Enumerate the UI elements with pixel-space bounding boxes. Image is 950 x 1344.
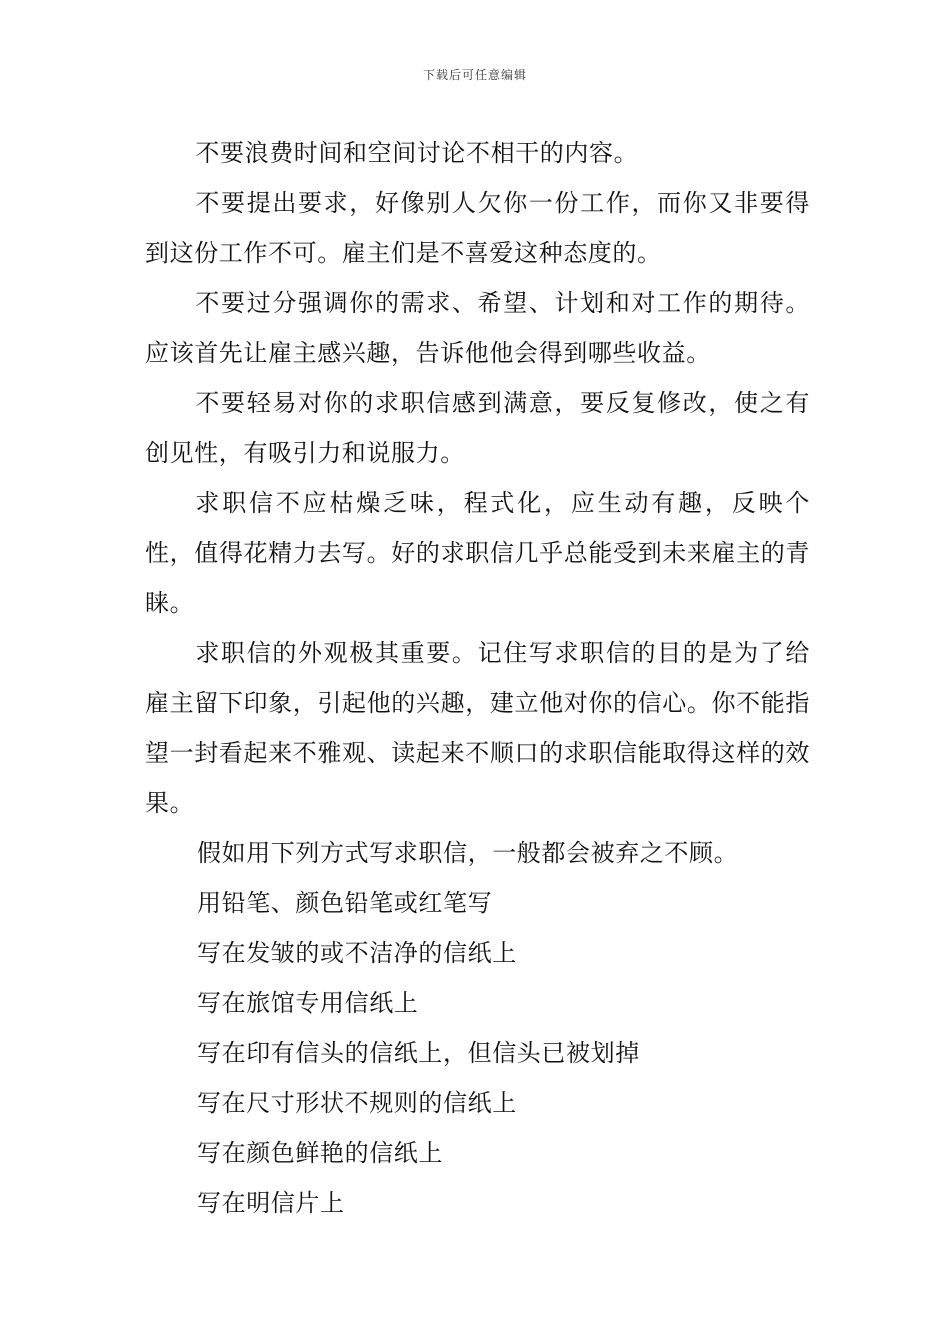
list-item: 写在旅馆专用信纸上 <box>197 989 419 1017</box>
paragraph: 求职信的外观极其重要。记住写求职信的目的是为了给雇主留下印象，引起他的兴趣，建立他对你的信心。你不能指望一封看起来不雅观、读起来不顺口的求职信能取得这样的效果。 <box>145 639 810 817</box>
paragraph: 不要提出要求，好像别人欠你一份工作，而你又非要得到这份工作不可。雇主们是不喜爱这种态度的。 <box>145 189 810 267</box>
list-item: 写在发皱的或不洁净的信纸上 <box>197 939 517 967</box>
paragraph: 求职信不应枯燥乏味，程式化，应生动有趣，反映个性，值得花精力去写。好的求职信几乎总能受到未来雇主的青睐。 <box>145 489 810 617</box>
list-item: 写在尺寸形状不规则的信纸上 <box>197 1089 517 1117</box>
list-item: 写在明信片上 <box>197 1189 345 1217</box>
page-header: 下载后可任意编辑 <box>422 68 527 82</box>
document-body <box>145 128 810 1228</box>
list-item: 写在颜色鲜艳的信纸上 <box>197 1139 443 1167</box>
list-item: 写在印有信头的信纸上，但信头已被划掉 <box>197 1039 640 1067</box>
list-intro: 假如用下列方式写求职信，一般都会被弃之不顾。 <box>197 839 739 867</box>
paragraph: 不要过分强调你的需求、希望、计划和对工作的期待。应该首先让雇主感兴趣，告诉他他会得到哪些收益。 <box>145 289 810 367</box>
paragraph: 不要轻易对你的求职信感到满意，要反复修改，使之有创见性，有吸引力和说服力。 <box>145 389 810 467</box>
list-item: 用铅笔、颜色铅笔或红笔写 <box>197 889 493 917</box>
paragraph: 不要浪费时间和空间讨论不相干的内容。 <box>195 139 639 167</box>
